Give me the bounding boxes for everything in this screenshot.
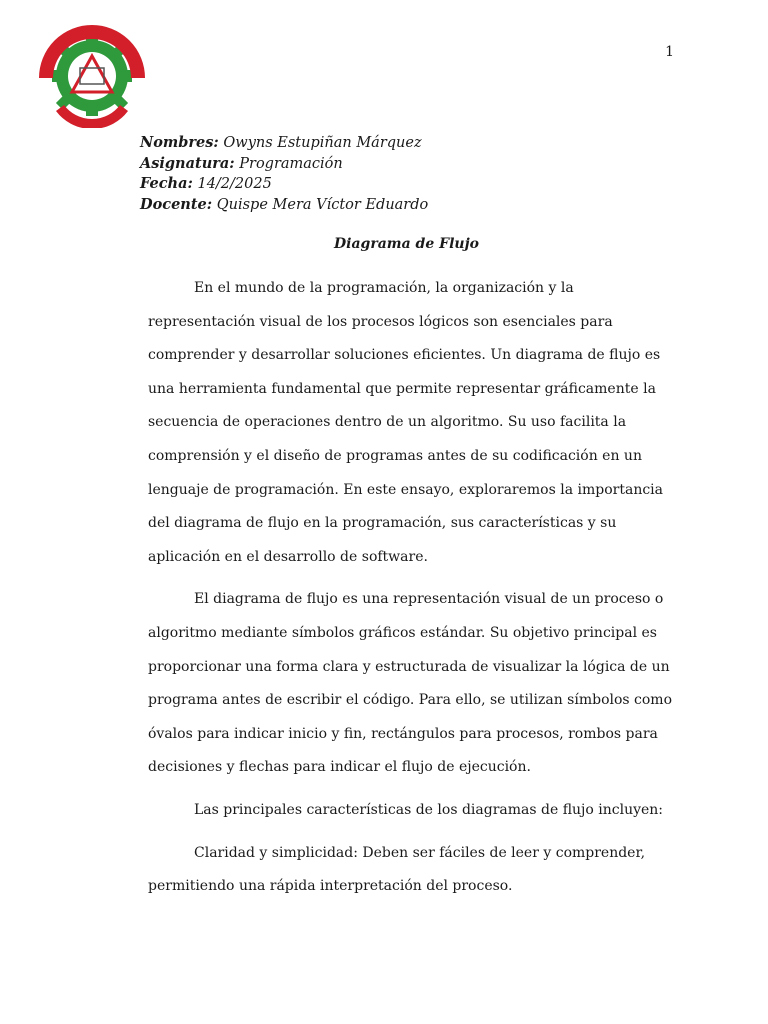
docente-label: Docente: [140, 195, 213, 213]
fecha-row [140, 174, 428, 195]
docente-row [140, 195, 428, 216]
asignatura-row [140, 154, 428, 175]
asignatura-value: Programación [239, 155, 343, 172]
paragraph: Claridad y simplicidad: Deben ser fáciles de leer y comprender, permitiendo una rápida interpretación del proceso. [148, 844, 646, 895]
docente-value: Quispe Mera Víctor Eduardo [216, 196, 429, 213]
document-title: Diagrama de Flujo [334, 236, 479, 252]
page-number: 1 [665, 44, 674, 60]
paragraph: Las principales características de los diagramas de flujo incluyen: [194, 801, 664, 818]
university-logo [36, 24, 148, 128]
document-body [148, 272, 678, 913]
asignatura-label: Asignatura: [140, 154, 235, 172]
document-metadata [140, 133, 428, 215]
paragraph: En el mundo de la programación, la organización y la representación visual de los procesos lógicos son esenciales para comprender y desarrollar soluciones eficientes. Un diagrama de flujo es una herramienta fundamental que permite representar gráficamente la secuencia de operaciones dentro de un algoritmo. Su uso facilita la comprensión y el diseño de programas antes de su codificación en un lenguaje de programación. En este ensayo, exploraremos la importancia del diagrama de flujo en la programación, sus características y su aplicación en el desarrollo de software. [148, 280, 664, 565]
paragraph: El diagrama de flujo es una representación visual de un proceso o algoritmo mediante símbolos gráficos estándar. Su objetivo principal es proporcionar una forma clara y estructurada de visualizar la lógica de un programa antes de escribir el código. Para ello, se utilizan símbolos como óvalos para indicar inicio y fin, rectángulos para procesos, rombos para decisiones y flechas para indicar el flujo de ejecución. [148, 591, 673, 776]
fecha-label: Fecha: [140, 175, 193, 192]
nombres-value: Owyns Estupiñan Márquez [223, 135, 422, 151]
nombres-row [140, 133, 428, 154]
fecha-value: 14/2/2025 [197, 176, 272, 192]
nombres-label: Nombres: [140, 134, 219, 151]
